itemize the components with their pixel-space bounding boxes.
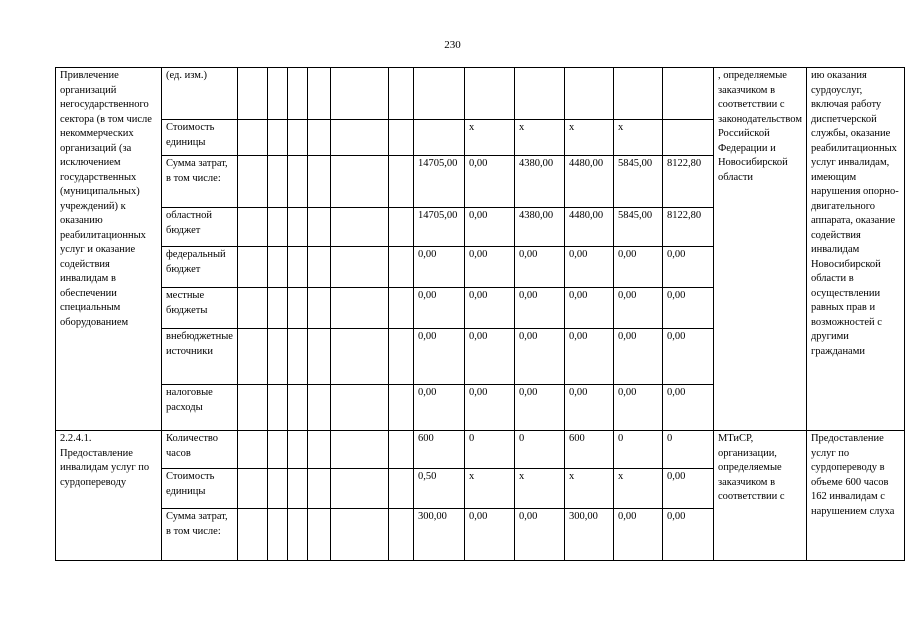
row-label: областной бюджет [162,208,238,247]
value-cell: 0,00 [413,385,464,431]
value-cell: 0,00 [514,385,564,431]
executor-cell: МТиСР, организации, определяемые заказчиком в соответствии с [713,431,806,561]
value-cell: 0,00 [464,208,514,247]
value-cell: 4380,00 [514,208,564,247]
value-cell: 0,00 [613,385,662,431]
value-cell: 14705,00 [413,156,464,208]
value-cell: 0,00 [662,469,713,509]
row-label: (ед. изм.) [162,68,238,120]
value-cell: 0,00 [514,509,564,561]
value-cell: 0,00 [662,288,713,329]
value-cell: 0,00 [662,247,713,288]
value-cell [662,120,713,156]
value-cell: 0,00 [613,509,662,561]
value-cell: x [514,120,564,156]
value-cell: 4480,00 [564,208,613,247]
measure-code: 2.2.4.1. [60,433,92,444]
value-cell: 600 [564,431,613,469]
row-label: внебюджетные источники [162,329,238,385]
measure-description [56,431,162,561]
value-cell: 0,00 [464,509,514,561]
value-cell: x [564,469,613,509]
row-label: Количество часов [162,431,238,469]
value-cell [413,68,464,120]
value-cell: 0,00 [564,385,613,431]
row-label: местные бюджеты [162,288,238,329]
value-cell: 0 [464,431,514,469]
value-cell: 0,00 [464,247,514,288]
value-cell: 300,00 [564,509,613,561]
value-cell: 14705,00 [413,208,464,247]
value-cell: x [613,120,662,156]
value-cell: 0,00 [514,329,564,385]
value-cell: 0,00 [613,247,662,288]
value-cell: x [464,120,514,156]
value-cell: 0,00 [662,509,713,561]
value-cell: x [613,469,662,509]
executor-cell: , определяемые заказчиком в соответствии с законодательством Российской Федерации и Новосибирской области [713,68,806,431]
value-cell [413,120,464,156]
value-cell: 0,00 [613,329,662,385]
program-table [55,67,905,561]
value-cell: 0,00 [413,247,464,288]
value-cell: 600 [413,431,464,469]
value-cell: 0,00 [662,385,713,431]
value-cell [564,68,613,120]
value-cell: 0,00 [413,329,464,385]
value-cell: 0 [613,431,662,469]
value-cell: 0,00 [564,329,613,385]
value-cell: 0 [662,431,713,469]
value-cell [662,68,713,120]
value-cell [464,68,514,120]
value-cell: 0,00 [464,156,514,208]
value-cell: 0,50 [413,469,464,509]
value-cell [514,68,564,120]
result-cell: Предоставление услуг по сурдопереводу в объеме 600 часов 162 инвалидам с нарушением слуха [806,431,904,561]
value-cell: x [564,120,613,156]
value-cell: 4480,00 [564,156,613,208]
value-cell: 0,00 [413,288,464,329]
value-cell: 0,00 [464,385,514,431]
value-cell: 0,00 [464,329,514,385]
value-cell: 8122,80 [662,156,713,208]
value-cell: 300,00 [413,509,464,561]
row-label: федеральный бюджет [162,247,238,288]
value-cell [613,68,662,120]
row-label: Стоимость единицы [162,120,238,156]
value-cell: 8122,80 [662,208,713,247]
value-cell: 0,00 [613,288,662,329]
value-cell: 5845,00 [613,208,662,247]
row-label: налоговые расходы [162,385,238,431]
table-row [56,431,905,469]
result-cell: ию оказания сурдоуслуг, включая работу диспетчерской службы, оказание реабилитационных услуг инвалидам, имеющим нарушения опорно-двигательного аппарата, оказание содействия инвалидам Новосибирской области в осуществлении равных прав и возможностей с другими гражданами [806,68,904,431]
measure-description: Привлечение организаций негосударственного сектора (в том числе некоммерческих организаций (за исключением государственных (муниципальных) учреждений) к оказанию реабилитационных услуг и оказание содействия инвалидам в обеспечении специальным оборудованием [56,68,162,431]
page-number: 230 [444,39,461,51]
value-cell: x [464,469,514,509]
table-row [56,68,905,120]
measure-title: Предоставление инвалидам услуг по сурдопереводу [60,447,150,488]
row-label: Сумма затрат, в том числе: [162,156,238,208]
value-cell: 0,00 [514,247,564,288]
value-cell: 0 [514,431,564,469]
value-cell: 0,00 [464,288,514,329]
row-label: Стоимость единицы [162,469,238,509]
value-cell: 0,00 [564,247,613,288]
value-cell: 0,00 [662,329,713,385]
row-label: Сумма затрат, в том числе: [162,509,238,561]
value-cell: x [514,469,564,509]
value-cell: 4380,00 [514,156,564,208]
value-cell: 0,00 [564,288,613,329]
value-cell: 5845,00 [613,156,662,208]
value-cell: 0,00 [514,288,564,329]
